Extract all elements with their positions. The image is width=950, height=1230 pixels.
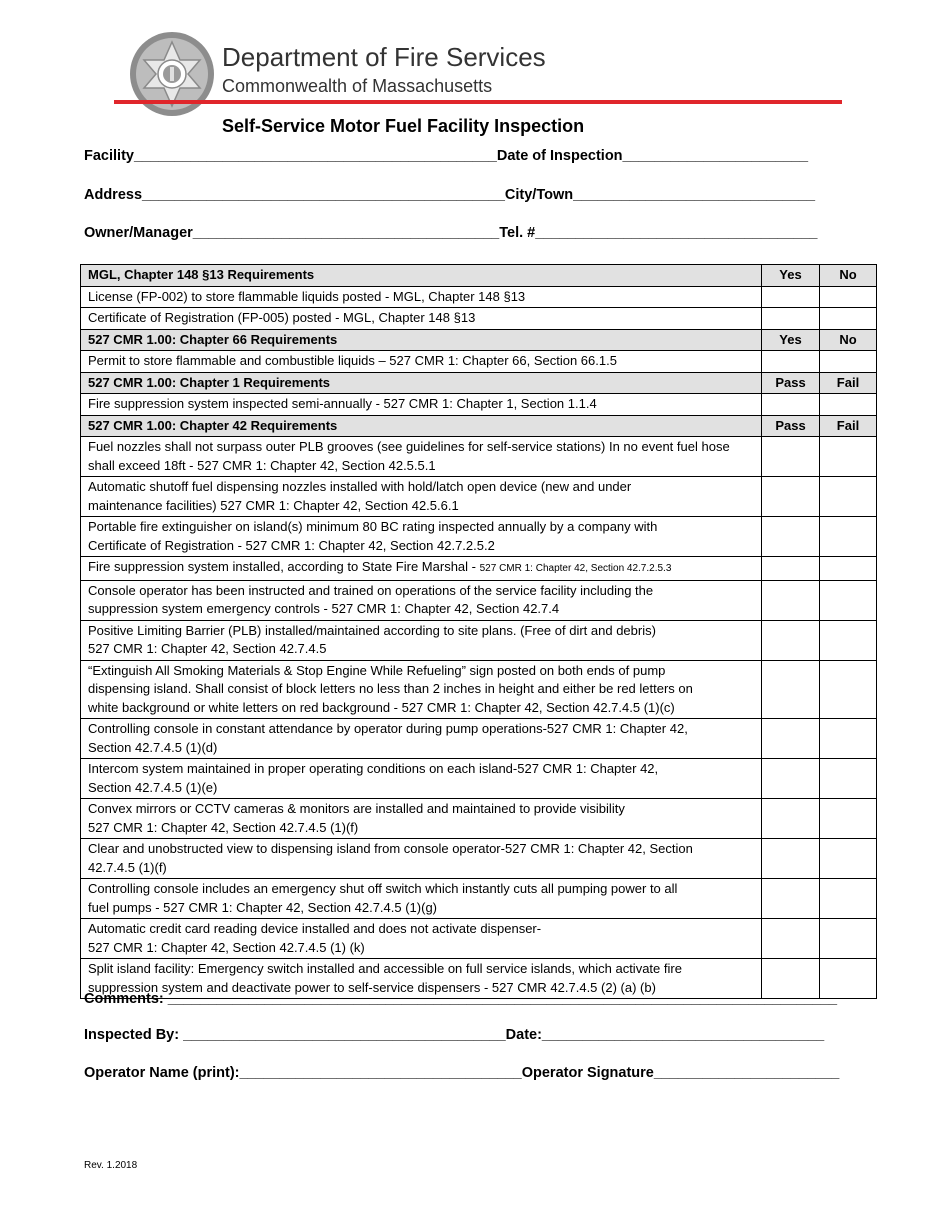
- pass-checkbox[interactable]: [762, 839, 820, 879]
- requirement-text: [81, 620, 762, 660]
- requirement-line: suppression system and deactivate power to self-service dispensers - 527 CMR 42.7.4.5 (2) (a) (b): [88, 979, 656, 995]
- fail-checkbox[interactable]: [820, 719, 877, 759]
- requirement-line: Automatic credit card reading device installed and does not activate dispenser-: [88, 921, 542, 936]
- no-checkbox[interactable]: [820, 351, 877, 373]
- requirement-text: [81, 759, 762, 799]
- form-title: Self-Service Motor Fuel Facility Inspection: [222, 116, 585, 136]
- owner-tel-field[interactable]: Owner/Manager______________________________________Tel. #___________________________________: [84, 225, 818, 241]
- column-fail-header: Fail: [820, 415, 877, 437]
- requirement-text: [81, 477, 762, 517]
- requirement-line: maintenance facilities) 527 CMR 1: Chapter 42, Section 42.5.6.1: [88, 497, 459, 513]
- requirement-text: Fire suppression system inspected semi-annually - 527 CMR 1: Chapter 1, Section 1.1.4: [81, 394, 762, 416]
- facility-date-field[interactable]: Facility_____________________________________________Date of Inspection_______________________: [84, 148, 809, 164]
- fail-checkbox[interactable]: [820, 580, 877, 620]
- table-row: [81, 351, 877, 373]
- table-row: [81, 660, 877, 719]
- fail-checkbox[interactable]: [820, 879, 877, 919]
- requirement-line: dispensing island. Shall consist of block letters no less than 2 inches in height and either be red letters on: [88, 681, 693, 696]
- column-yes-header: Yes: [762, 329, 820, 351]
- requirement-line: Section 42.7.4.5 (1)(d): [88, 739, 218, 755]
- requirement-text: [81, 580, 762, 620]
- no-checkbox[interactable]: [820, 286, 877, 308]
- table-row: [81, 759, 877, 799]
- requirement-text: [81, 437, 762, 477]
- fail-checkbox[interactable]: [820, 557, 877, 581]
- requirement-line: Automatic shutoff fuel dispensing nozzles installed with hold/latch open device (new and under: [88, 479, 632, 494]
- requirement-text: Permit to store flammable and combustible liquids – 527 CMR 1: Chapter 66, Section 66.1.5: [81, 351, 762, 373]
- fail-checkbox[interactable]: [820, 660, 877, 719]
- fail-checkbox[interactable]: [820, 477, 877, 517]
- requirement-line: shall exceed 18ft - 527 CMR 1: Chapter 42, Section 42.5.5.1: [88, 457, 436, 473]
- yes-checkbox[interactable]: [762, 351, 820, 373]
- address-city-field[interactable]: Address_____________________________________________City/Town______________________________: [84, 187, 816, 203]
- table-row: [81, 839, 877, 879]
- no-checkbox[interactable]: [820, 308, 877, 330]
- requirement-text: [81, 719, 762, 759]
- requirement-text: [81, 919, 762, 959]
- requirement-text: [81, 799, 762, 839]
- fail-checkbox[interactable]: [820, 517, 877, 557]
- comments-field[interactable]: Comments: ___________________________________________________________________________________: [84, 991, 838, 1007]
- requirement-text: [81, 879, 762, 919]
- yes-checkbox[interactable]: [762, 308, 820, 330]
- requirement-line: Console operator has been instructed and trained on operations of the service facility including the: [88, 582, 654, 598]
- requirement-line: 527 CMR 1: Chapter 42, Section 42.7.4.5 (1) (k): [88, 939, 365, 955]
- pass-checkbox[interactable]: [762, 437, 820, 477]
- requirement-line: 527 CMR 1: Chapter 42, Section 42.7.4.5 (1)(f): [88, 819, 359, 835]
- requirement-line: fuel pumps - 527 CMR 1: Chapter 42, Section 42.7.4.5 (1)(g): [88, 899, 438, 915]
- table-row: [81, 620, 877, 660]
- requirement-line: Intercom system maintained in proper operating conditions on each island-527 CMR 1: Chapter 42,: [88, 761, 659, 776]
- column-fail-header: Fail: [820, 372, 877, 394]
- requirement-text: [81, 557, 762, 581]
- requirement-line: “Extinguish All Smoking Materials & Stop Engine While Refueling” sign posted on both ends of pump: [88, 662, 666, 678]
- section-header-row: [81, 329, 877, 351]
- table-row: [81, 517, 877, 557]
- requirements-table: [80, 264, 877, 999]
- table-row: [81, 719, 877, 759]
- requirement-line: Clear and unobstructed view to dispensing island from console operator-527 CMR 1: Chapter 42, Section: [88, 841, 693, 856]
- column-pass-header: Pass: [762, 372, 820, 394]
- requirement-line: Portable fire extinguisher on island(s) minimum 80 BC rating inspected annually by a company with: [88, 519, 658, 534]
- pass-checkbox[interactable]: [762, 799, 820, 839]
- pass-checkbox[interactable]: [762, 759, 820, 799]
- section-heading: 527 CMR 1.00: Chapter 1 Requirements: [81, 372, 762, 394]
- requirement-reference: 527 CMR 1: Chapter 42, Section 42.7.2.5.3: [479, 563, 672, 574]
- fail-checkbox[interactable]: [820, 919, 877, 959]
- requirement-line: Certificate of Registration - 527 CMR 1: Chapter 42, Section 42.7.2.5.2: [88, 537, 495, 553]
- fail-checkbox[interactable]: [820, 437, 877, 477]
- commonwealth-name: Commonwealth of Massachusetts: [222, 76, 493, 96]
- section-header-row: [81, 265, 877, 287]
- requirement-text: [81, 660, 762, 719]
- operator-name-signature-field[interactable]: Operator Name (print):___________________________________Operator Signature_______________________: [84, 1065, 840, 1081]
- table-row: [81, 437, 877, 477]
- pass-checkbox[interactable]: [762, 580, 820, 620]
- requirement-line: Controlling console includes an emergency shut off switch which instantly cuts all pumping power to all: [88, 881, 678, 896]
- requirement-line: 42.7.4.5 (1)(f): [88, 859, 167, 875]
- section-heading: 527 CMR 1.00: Chapter 66 Requirements: [81, 329, 762, 351]
- letterhead: [128, 30, 848, 110]
- fail-checkbox[interactable]: [820, 839, 877, 879]
- requirement-line: Convex mirrors or CCTV cameras & monitors are installed and maintained to provide visibility: [88, 801, 625, 816]
- fail-checkbox[interactable]: [820, 620, 877, 660]
- section-heading: MGL, Chapter 148 §13 Requirements: [81, 265, 762, 287]
- table-row: [81, 394, 877, 416]
- pass-checkbox[interactable]: [762, 660, 820, 719]
- department-name: Department of Fire Services: [222, 42, 546, 72]
- requirement-line: Fire suppression system installed, according to State Fire Marshal -: [88, 559, 480, 574]
- requirement-text: Certificate of Registration (FP-005) posted - MGL, Chapter 148 §13: [81, 308, 762, 330]
- yes-checkbox[interactable]: [762, 286, 820, 308]
- inspected-by-date-field[interactable]: Inspected By: ________________________________________Date:___________________________________: [84, 1027, 825, 1043]
- section-header-row: [81, 372, 877, 394]
- section-header-row: [81, 415, 877, 437]
- requirement-line: suppression system emergency controls - 527 CMR 1: Chapter 42, Section 42.7.4: [88, 601, 560, 616]
- table-row: [81, 919, 877, 959]
- pass-checkbox[interactable]: [762, 477, 820, 517]
- fail-checkbox[interactable]: [820, 759, 877, 799]
- pass-checkbox[interactable]: [762, 919, 820, 959]
- requirement-line: Positive Limiting Barrier (PLB) installed/maintained according to site plans. (Free of dirt and debris): [88, 622, 656, 638]
- requirement-text: [81, 839, 762, 879]
- table-row: [81, 580, 877, 620]
- fail-checkbox[interactable]: [820, 799, 877, 839]
- table-row: [81, 879, 877, 919]
- section-heading: 527 CMR 1.00: Chapter 42 Requirements: [81, 415, 762, 437]
- requirement-line: 527 CMR 1: Chapter 42, Section 42.7.4.5: [88, 641, 327, 656]
- column-pass-header: Pass: [762, 415, 820, 437]
- pass-checkbox[interactable]: [762, 719, 820, 759]
- pass-checkbox[interactable]: [762, 620, 820, 660]
- column-no-header: No: [820, 329, 877, 351]
- table-row: [81, 799, 877, 839]
- table-row: [81, 477, 877, 517]
- requirement-line: white background or white letters on red background - 527 CMR 1: Chapter 42, Section 42.7.4.5 (1)(c): [88, 699, 675, 715]
- requirement-line: Section 42.7.4.5 (1)(e): [88, 779, 218, 795]
- fail-checkbox[interactable]: [820, 394, 877, 416]
- column-no-header: No: [820, 265, 877, 287]
- requirement-line: Split island facility: Emergency switch installed and accessible on full service islands, which activate fire: [88, 961, 682, 976]
- table-row: [81, 286, 877, 308]
- requirement-text: License (FP-002) to store flammable liquids posted - MGL, Chapter 148 §13: [81, 286, 762, 308]
- requirement-text: [81, 517, 762, 557]
- revision-label: Rev. 1.2018: [84, 1160, 138, 1171]
- fire-department-seal-icon: [128, 30, 216, 118]
- table-row: [81, 308, 877, 330]
- pass-checkbox[interactable]: [762, 517, 820, 557]
- pass-checkbox[interactable]: [762, 879, 820, 919]
- pass-checkbox[interactable]: [762, 557, 820, 581]
- requirement-line: Fuel nozzles shall not surpass outer PLB grooves (see guidelines for self-service stations) In no event fuel hose: [88, 439, 730, 454]
- header-divider: [114, 100, 842, 104]
- column-yes-header: Yes: [762, 265, 820, 287]
- table-row: [81, 557, 877, 581]
- pass-checkbox[interactable]: [762, 394, 820, 416]
- requirement-line: Controlling console in constant attendance by operator during pump operations-527 CMR 1: Chapter 42,: [88, 721, 688, 736]
